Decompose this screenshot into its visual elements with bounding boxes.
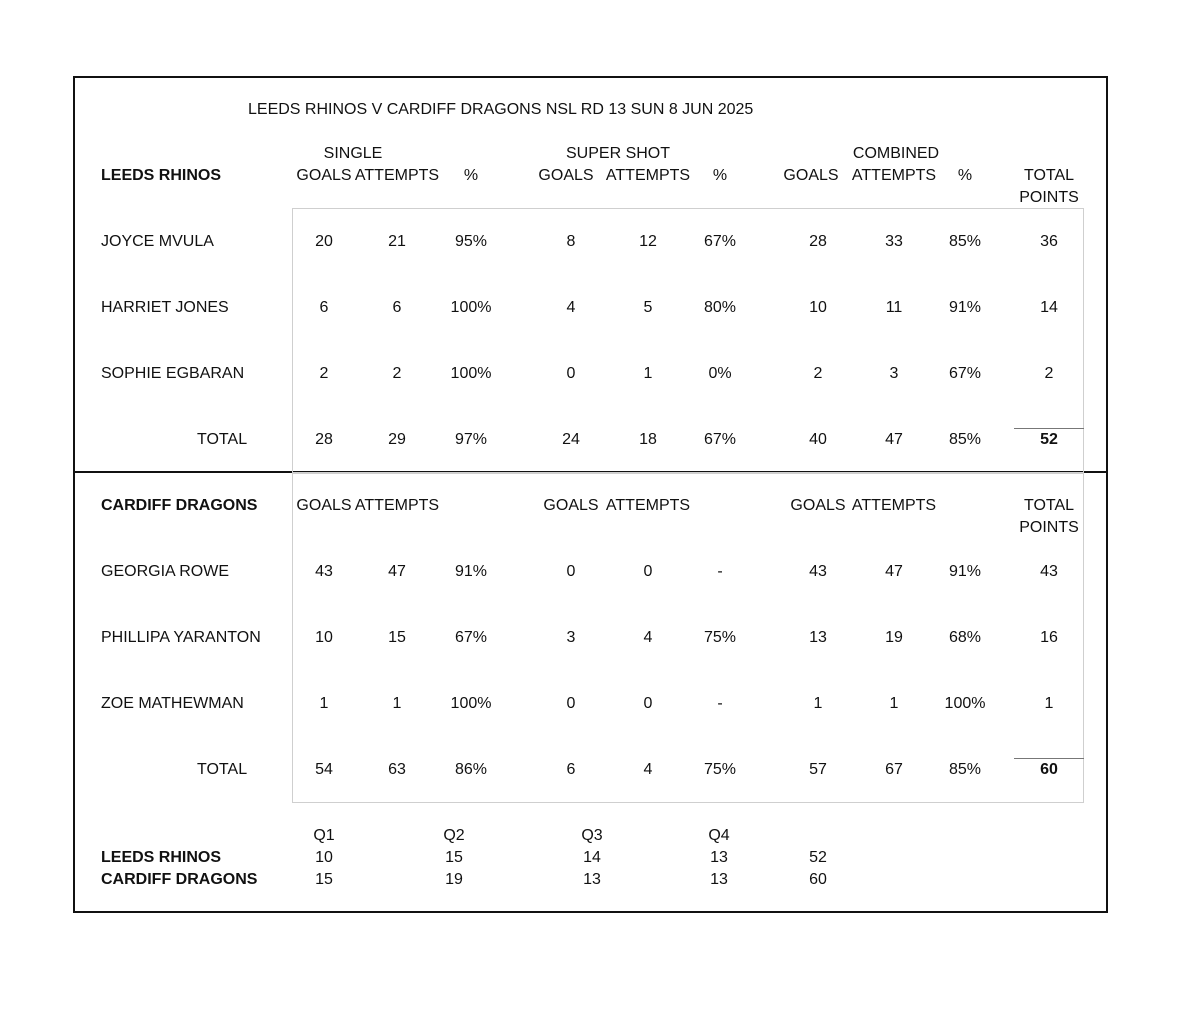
leeds-cell-super-goals: 8	[566, 233, 576, 250]
quarter-label-q3: Q3	[581, 827, 603, 844]
leeds-cell-single-pct: 100%	[450, 365, 492, 382]
leeds-col-combined-attempts: ATTEMPTS	[851, 167, 937, 184]
quarter-score: 13	[583, 871, 601, 888]
quarter-score: 15	[445, 849, 463, 866]
quarter-score: 19	[445, 871, 463, 888]
cardiff-total-rule	[1014, 758, 1084, 759]
leeds-total-rule	[1014, 428, 1084, 429]
quarter-team-cardiff: CARDIFF DRAGONS	[101, 871, 258, 888]
leeds-total-super-goals: 24	[562, 431, 580, 448]
leeds-cell-combined-attempts: 33	[885, 233, 903, 250]
leeds-cell-single-goals: 2	[319, 365, 329, 382]
cardiff-col-single-goals: GOALS	[296, 497, 352, 514]
cardiff-player-name: PHILLIPA YARANTON	[101, 629, 261, 646]
leeds-player-name: HARRIET JONES	[101, 299, 229, 316]
leeds-team-heading: LEEDS RHINOS	[101, 167, 222, 184]
leeds-cell-single-attempts: 2	[392, 365, 402, 382]
cardiff-total-super-pct: 75%	[703, 761, 737, 778]
cardiff-player-name: ZOE MATHEWMAN	[101, 695, 244, 712]
cardiff-total-total-points: 60	[1040, 761, 1058, 778]
quarter-score: 13	[710, 871, 728, 888]
quarter-label-q2: Q2	[443, 827, 465, 844]
cardiff-cell-single-attempts: 1	[392, 695, 402, 712]
leeds-col-super-attempts: ATTEMPTS	[605, 167, 691, 184]
leeds-col-super-goals: GOALS	[538, 167, 594, 184]
leeds-total-combined-attempts: 47	[885, 431, 903, 448]
leeds-total-combined-pct: 85%	[948, 431, 982, 448]
quarter-label-q1: Q1	[313, 827, 335, 844]
cardiff-cell-super-pct: -	[717, 695, 723, 712]
cardiff-cell-single-goals: 1	[319, 695, 329, 712]
leeds-cell-super-pct: 80%	[703, 299, 737, 316]
cardiff-cell-super-goals: 0	[566, 695, 576, 712]
leeds-cell-single-pct: 95%	[454, 233, 488, 250]
leeds-total-single-attempts: 29	[388, 431, 406, 448]
leeds-col-single-goals: GOALS	[296, 167, 352, 184]
leeds-cell-single-pct: 100%	[450, 299, 492, 316]
cardiff-col-super-goals: GOALS	[543, 497, 599, 514]
cardiff-cell-super-goals: 3	[566, 629, 576, 646]
leeds-cell-super-attempts: 1	[643, 365, 653, 382]
leeds-cell-single-attempts: 6	[392, 299, 402, 316]
leeds-cell-combined-pct: 91%	[948, 299, 982, 316]
leeds-total-super-pct: 67%	[703, 431, 737, 448]
cardiff-total-single-goals: 54	[315, 761, 333, 778]
leeds-total-super-attempts: 18	[639, 431, 657, 448]
cardiff-total-single-attempts: 63	[388, 761, 406, 778]
combined-group-header: COMBINED	[852, 145, 940, 162]
leeds-cell-single-attempts: 21	[388, 233, 406, 250]
cardiff-total-super-goals: 6	[566, 761, 576, 778]
cardiff-cell-super-goals: 0	[566, 563, 576, 580]
cardiff-player-name: GEORGIA ROWE	[101, 563, 230, 580]
quarter-final-score: 52	[809, 849, 827, 866]
leeds-total-label: TOTAL	[197, 431, 248, 448]
cardiff-cell-total-points: 1	[1044, 695, 1054, 712]
leeds-cell-super-attempts: 5	[643, 299, 653, 316]
leeds-total-combined-goals: 40	[809, 431, 827, 448]
leeds-cell-combined-pct: 85%	[948, 233, 982, 250]
leeds-cell-combined-goals: 28	[809, 233, 827, 250]
leeds-player-name: JOYCE MVULA	[101, 233, 214, 250]
cardiff-cell-single-attempts: 47	[388, 563, 406, 580]
cardiff-cell-combined-attempts: 19	[885, 629, 903, 646]
cardiff-cell-super-pct: 75%	[703, 629, 737, 646]
cardiff-cell-combined-attempts: 47	[885, 563, 903, 580]
cardiff-total-super-attempts: 4	[643, 761, 653, 778]
cardiff-cell-single-pct: 67%	[454, 629, 488, 646]
leeds-cell-single-goals: 6	[319, 299, 329, 316]
leeds-total-single-goals: 28	[315, 431, 333, 448]
leeds-cell-single-goals: 20	[315, 233, 333, 250]
cardiff-cell-single-pct: 91%	[454, 563, 488, 580]
leeds-col-super-pct: %	[712, 167, 728, 184]
cardiff-cell-total-points: 16	[1040, 629, 1058, 646]
leeds-col-single-pct: %	[463, 167, 479, 184]
leeds-col-points: POINTS	[1019, 189, 1079, 206]
cardiff-cell-combined-goals: 1	[813, 695, 823, 712]
quarter-final-score: 60	[809, 871, 827, 888]
quarter-score: 15	[315, 871, 333, 888]
leeds-cell-super-pct: 67%	[703, 233, 737, 250]
leeds-player-name: SOPHIE EGBARAN	[101, 365, 245, 382]
cardiff-cell-super-pct: -	[717, 563, 723, 580]
cardiff-col-points: POINTS	[1019, 519, 1079, 536]
quarter-team-leeds: LEEDS RHINOS	[101, 849, 222, 866]
cardiff-col-combined-attempts: ATTEMPTS	[851, 497, 937, 514]
leeds-cell-total-points: 36	[1040, 233, 1058, 250]
leeds-col-single-attempts: ATTEMPTS	[354, 167, 440, 184]
quarter-score: 14	[583, 849, 601, 866]
cardiff-cell-super-attempts: 0	[643, 695, 653, 712]
cardiff-cell-single-pct: 100%	[450, 695, 492, 712]
leeds-col-combined-goals: GOALS	[783, 167, 839, 184]
cardiff-cell-combined-goals: 43	[809, 563, 827, 580]
cardiff-total-combined-goals: 57	[809, 761, 827, 778]
leeds-total-single-pct: 97%	[454, 431, 488, 448]
cardiff-cell-single-attempts: 15	[388, 629, 406, 646]
single-group-header: SINGLE	[323, 145, 383, 162]
cardiff-total-combined-pct: 85%	[948, 761, 982, 778]
cardiff-cell-total-points: 43	[1040, 563, 1058, 580]
cardiff-col-super-attempts: ATTEMPTS	[605, 497, 691, 514]
cardiff-total-single-pct: 86%	[454, 761, 488, 778]
leeds-cell-combined-goals: 2	[813, 365, 823, 382]
leeds-cell-super-pct: 0%	[708, 365, 732, 382]
leeds-cell-super-goals: 4	[566, 299, 576, 316]
cardiff-col-total: TOTAL	[1023, 497, 1075, 514]
leeds-total-total-points: 52	[1040, 431, 1058, 448]
match-title: LEEDS RHINOS V CARDIFF DRAGONS NSL RD 13 SUN 8 JUN 2025	[248, 101, 754, 118]
cardiff-total-label: TOTAL	[197, 761, 248, 778]
cardiff-cell-combined-attempts: 1	[889, 695, 899, 712]
cardiff-total-combined-attempts: 67	[885, 761, 903, 778]
cardiff-cell-single-goals: 43	[315, 563, 333, 580]
cardiff-col-combined-goals: GOALS	[790, 497, 846, 514]
leeds-cell-combined-goals: 10	[809, 299, 827, 316]
quarter-score: 10	[315, 849, 333, 866]
cardiff-cell-combined-pct: 100%	[944, 695, 986, 712]
cardiff-cell-super-attempts: 0	[643, 563, 653, 580]
leeds-cell-total-points: 2	[1044, 365, 1054, 382]
leeds-cell-combined-pct: 67%	[948, 365, 982, 382]
leeds-col-total: TOTAL	[1023, 167, 1075, 184]
super-shot-group-header: SUPER SHOT	[565, 145, 671, 162]
leeds-cell-super-goals: 0	[566, 365, 576, 382]
cardiff-cell-combined-pct: 68%	[948, 629, 982, 646]
cardiff-cell-super-attempts: 4	[643, 629, 653, 646]
leeds-col-combined-pct: %	[957, 167, 973, 184]
leeds-cell-combined-attempts: 11	[885, 299, 903, 316]
quarter-score: 13	[710, 849, 728, 866]
cardiff-col-single-attempts: ATTEMPTS	[354, 497, 440, 514]
cardiff-cell-combined-goals: 13	[809, 629, 827, 646]
cardiff-cell-single-goals: 10	[315, 629, 333, 646]
cardiff-team-heading: CARDIFF DRAGONS	[101, 497, 258, 514]
leeds-cell-total-points: 14	[1040, 299, 1058, 316]
leeds-cell-super-attempts: 12	[639, 233, 657, 250]
quarter-label-q4: Q4	[708, 827, 730, 844]
leeds-cell-combined-attempts: 3	[889, 365, 899, 382]
cardiff-cell-combined-pct: 91%	[948, 563, 982, 580]
